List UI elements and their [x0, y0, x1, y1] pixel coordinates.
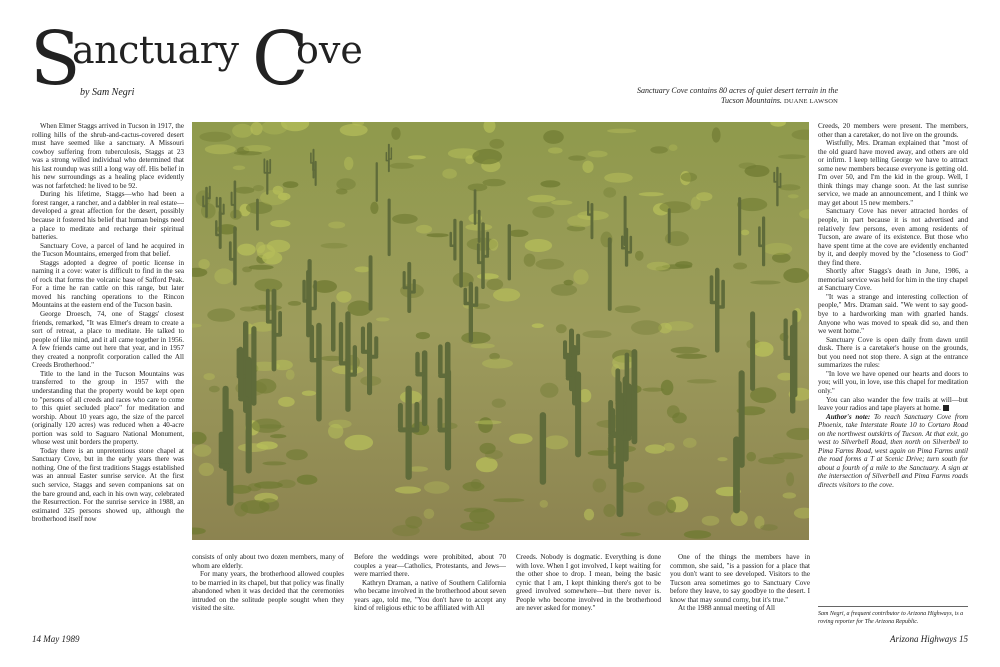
shrub [302, 391, 316, 396]
shrub [235, 187, 255, 194]
shrub [254, 379, 277, 394]
shrub [198, 259, 209, 269]
shrub [283, 181, 299, 188]
shrub [240, 307, 257, 312]
shrub [348, 301, 372, 316]
shrub [783, 268, 808, 283]
shrub [645, 444, 665, 453]
author-bio: Sam Negri, a frequent contributor to Arizona Highways, is a roving reporter for The Arizona Republic. [818, 606, 968, 626]
shrub [746, 452, 756, 462]
author-note-text: To reach Sanctuary Cove from Phoenix, take Interstate Route 10 to Cortaro Road on the northwest outskirts of Tucson. At that exit, go west to Silverbell Road, then north on Silverbell to Pima Farms Road, west again on Pima Farms until the road forms a T at Scenic Drive; turn south for about a fourth of a mile to the Sanctuary. A sign at the intersection of Silverbell and Pima Farms roads directs visitors to the cove. [818, 412, 968, 489]
shrub [524, 254, 536, 267]
shrub [482, 359, 513, 369]
saguaro [256, 199, 259, 231]
saguaro [733, 436, 740, 513]
saguaro [668, 208, 671, 243]
shrub [461, 332, 490, 344]
shrub [593, 479, 607, 493]
saguaro [331, 302, 336, 352]
paragraph: George Droesch, 74, one of Staggs' closest friends, remarked, "It was Elmer's dream to create a sort of retreat, a place to meditate. He talked to people of like mind, and it all came together in 1956. A few friends came out here that year, and in 1957 they created a nonprofit corporation called the All Creeds Brotherhood." [32, 310, 184, 370]
shrub [573, 269, 588, 284]
shrub [615, 305, 641, 313]
shrub [493, 288, 520, 301]
shrub [390, 163, 414, 169]
shrub [408, 155, 426, 159]
shrub [370, 202, 378, 214]
shrub [391, 127, 400, 140]
shrub [659, 201, 690, 213]
saguaro [608, 237, 612, 311]
shrub [204, 373, 215, 380]
shrub [214, 268, 233, 284]
shrub [620, 532, 641, 536]
shrub [509, 434, 533, 444]
shrub [509, 230, 529, 237]
shrub [551, 284, 577, 296]
saguaro [251, 326, 256, 406]
shrub [486, 279, 503, 290]
shrub [376, 317, 390, 321]
shrub [737, 198, 767, 211]
shrub [252, 419, 282, 433]
shrub [270, 220, 290, 227]
photo-illustration [192, 122, 809, 540]
shrub [536, 259, 565, 270]
shrub [666, 500, 676, 514]
shrub [745, 165, 770, 177]
shrub [548, 147, 563, 153]
shrub [603, 187, 616, 197]
shrub [671, 347, 700, 354]
shrub [661, 380, 674, 396]
shrub [582, 161, 593, 173]
shrub [478, 417, 493, 433]
article-column-bottom-4 [670, 553, 810, 623]
shrub [424, 509, 435, 519]
paragraph: At the 1988 annual meeting of All [678, 604, 775, 613]
shrub [205, 144, 236, 154]
shrub [786, 472, 794, 486]
shrub [262, 461, 286, 465]
article-column-left [32, 122, 184, 524]
shrub [648, 501, 667, 515]
shrub [731, 511, 748, 526]
title-word-2: ove [296, 28, 363, 72]
end-mark-icon [943, 405, 949, 411]
shrub [355, 266, 371, 272]
author-note-label: Author's note: [826, 412, 871, 421]
saguaro [478, 210, 481, 243]
shrub [416, 225, 432, 234]
saguaro [575, 371, 581, 457]
shrub [483, 179, 506, 186]
shrub [556, 324, 567, 333]
shrub [543, 435, 568, 449]
shrub [639, 192, 664, 196]
shrub [321, 243, 348, 249]
shrub [297, 475, 318, 485]
folio-right: Arizona Highways 15 [889, 634, 968, 644]
shrub [256, 441, 277, 449]
shrub [199, 132, 231, 142]
shrub [207, 308, 235, 321]
shrub [717, 457, 727, 461]
shrub [345, 435, 374, 451]
shrub [623, 482, 645, 493]
author-note [818, 413, 968, 490]
shrub [480, 443, 496, 454]
shrub [681, 173, 697, 182]
shrub [237, 244, 255, 256]
shrub [234, 151, 262, 155]
shrub [712, 127, 721, 142]
paragraph: Shortly after Staggs's death in June, 1986, a memorial service was held for him in the tiny chapel at Sanctuary Cove. [818, 267, 968, 293]
shrub [568, 155, 586, 160]
shrub [254, 481, 283, 488]
paragraph: Creeds, 20 members were present. The members, other than a caretaker, do not live on the grounds. [818, 122, 968, 139]
shrub [778, 154, 806, 159]
shrub [758, 457, 785, 464]
paragraph: "In love we have opened our hearts and doors to you; will you, in love, use this chapel for meditation only." [818, 369, 968, 395]
shrub [779, 184, 801, 190]
shrub [250, 122, 262, 135]
shrub [687, 379, 717, 383]
paragraph: One of the things the members have in common, she said, "is a passion for a place that you don't want to see developed. Visitors to the Tucson area sometimes go to Sanctuary Cove before they leave, to say goodbye to the desert. I know that may sound corny, but it's true." [670, 553, 810, 604]
paragraph: Today there is an unpretentious stone chapel at Sanctuary Cove, but in the early years there was nothing. One of the first traditions Staggs established was an annual Easter sunrise service. At the first such service, Staggs and seven companions sat on the bare ground and, each in his own way, celebrated the Resurrection. For the sunrise service in 1988, an estimated 325 persons showed up, although the brotherhood itself now [32, 446, 184, 524]
paragraph: consists of only about two dozen members, many of whom are elderly. [192, 553, 344, 570]
shrub [788, 194, 799, 198]
byline: by Sam Negri [80, 87, 135, 98]
shrub [763, 243, 792, 255]
shrub [612, 355, 634, 369]
caption-text: Sanctuary Cove contains 80 acres of quiet desert terrain in the Tucson Mountains. [636, 86, 838, 105]
shrub [642, 388, 663, 392]
shrub [783, 492, 796, 498]
shrub [543, 130, 564, 144]
shrub [416, 332, 430, 339]
saguaro [376, 162, 378, 202]
paragraph: Sanctuary Cove, a parcel of land he acquired in the Tucson Mountains, emerged from that belief. [32, 241, 184, 259]
shrub [232, 124, 253, 138]
shrub [683, 438, 697, 448]
shrub [540, 383, 558, 398]
shrub [395, 486, 421, 493]
saguaro [508, 224, 511, 280]
shrub [582, 330, 611, 338]
shrub [650, 146, 668, 153]
shrub [564, 280, 574, 286]
shrub [442, 169, 457, 179]
shrub [684, 530, 711, 538]
shrub [253, 185, 264, 191]
shrub [278, 397, 295, 407]
shrub [635, 251, 644, 261]
shrub [667, 405, 680, 418]
shrub [336, 178, 355, 190]
shrub [209, 386, 220, 393]
paragraph-text: You can also wander the few trails at will—but leave your radios and tape players at home. [818, 395, 968, 413]
shrub [750, 281, 780, 285]
shrub [476, 457, 498, 472]
shrub [477, 273, 499, 279]
shrub [604, 173, 633, 183]
shrub [733, 263, 747, 270]
saguaro [540, 412, 546, 485]
article-column-bottom-3 [516, 553, 661, 623]
shrub [691, 197, 701, 210]
photo-credit: DUANE LAWSON [783, 98, 838, 105]
shrub [527, 195, 555, 203]
shrub [540, 180, 560, 187]
shrub [468, 184, 488, 192]
paragraph [818, 396, 968, 413]
paragraph: Sanctuary Cove has never attracted hordes of people, in part because it is not advertised and relatively few persons, even among residents of Tucson, are aware of its existence. But those who have spent time at the cove are evidently enchanted by it, and deeply moved by the "closeness to God" they find there. [818, 207, 968, 267]
shrub [270, 434, 286, 438]
paragraph: Sanctuary Cove is open daily from dawn until dusk. There is a caretaker's house on the grounds, but you need not stop there. A sign at the entrance summarizes the rules: [818, 335, 968, 370]
paragraph: Kathryn Draman, a native of Southern California who became involved in the brotherhood about seven years ago, told me, "You don't have to accept any kind of religious ethic to be affiliated with All [354, 578, 506, 613]
shrub [664, 443, 675, 452]
paragraph: "It was a strange and interesting collection of people," Mrs. Draman said. "We went to say good-bye to a hardworking man with gnarled hands. Anyone who was moved to speak did so, and then we went home." [818, 292, 968, 336]
saguaro [459, 221, 463, 288]
article-column-right [818, 122, 968, 490]
shrub [665, 321, 694, 331]
shrub [424, 481, 449, 493]
paragraph: Creeds. Nobody is dogmatic. Everything is done with love. When I got involved, I kept waiting for the other shoe to drop. I mean, being the basic cynic that I am, I kept thinking there's got to be greed involved somewhere—but there never is. People who become involved in the brotherhood are never asked for money." [516, 553, 661, 613]
shrub [489, 239, 499, 251]
shrub [286, 449, 308, 460]
shrub [475, 420, 502, 424]
shrub [243, 145, 271, 152]
shrub [603, 504, 615, 517]
article-column-bottom-2 [354, 553, 506, 623]
shrub [340, 124, 368, 136]
shrub [336, 291, 351, 303]
shrub [286, 370, 295, 380]
shrub [676, 354, 707, 359]
saguaro [474, 189, 477, 225]
shrub [471, 343, 495, 348]
folio-left: 14 May 1989 [32, 634, 80, 644]
shrub [328, 222, 345, 229]
paragraph: Title to the land in the Tucson Mountains was transferred to the group in 1957 with the understanding that the property would be kept open to "persons of all creeds and races who care to come to this quiet secluded place" for meditation and worship. About 10 years ago, the size of the parcel (originally 120 acres) was reduced when a 40-acre portion was sold to Saguaro National Monument, whose west unit borders the property. [32, 369, 184, 447]
shrub [405, 516, 422, 528]
saguaro-hillside-photo [192, 122, 809, 540]
saguaro [388, 199, 391, 257]
article-column-bottom-1 [192, 553, 344, 623]
shrub [532, 323, 544, 328]
shrub [329, 420, 352, 429]
paragraph: Wistfully, Mrs. Draman explained that "most of the old guard have moved away, and others are old or infirm. I keep telling George we have to attract some new members because everyone is getting old. I'm over 50, and I'm the kid in the group. Well, I think things may change soon. At the last sunrise service, we made an announcement, and I think we may get about 15 new members." [818, 139, 968, 207]
title-initial-s: S [30, 16, 81, 102]
shrub [267, 240, 290, 253]
shrub [631, 320, 662, 335]
paragraph: During his lifetime, Staggs—who had been a forest ranger, a rancher, and a dabbler in real estate—developed a great affection for the desert, possibly because it fostered his belief that human beings need a place to meditate and recharge their spiritual batteries. [32, 190, 184, 242]
paragraph: For many years, the brotherhood allowed couples to be married in its chapel, but that policy was finally abandoned when it was decided that the ceremonies intruded on the solitude people sought when they visited the site. [192, 570, 344, 613]
shrub [249, 265, 274, 270]
shrub [233, 166, 245, 171]
shrub [532, 206, 554, 218]
shrub [540, 500, 548, 508]
title-word-1: anctuary [72, 28, 239, 72]
shrub [288, 301, 301, 306]
paragraph: Staggs adopted a degree of poetic license in naming it a cove: water is difficult to find in the sea of rock that forms the volcanic base of Safford Peak. For a time he ran cattle on this range, but later moved his ranching operations to the Rincon Mountains at the eastern end of the Tucson basin. [32, 258, 184, 310]
shrub [647, 262, 670, 271]
shrub [492, 399, 506, 408]
shrub [669, 144, 678, 151]
shrub [256, 242, 266, 253]
shrub [741, 230, 750, 236]
shrub [493, 498, 524, 502]
shrub [464, 508, 488, 513]
shrub [427, 233, 449, 237]
shrub [489, 139, 504, 149]
shrub [199, 463, 214, 476]
shrub [472, 149, 502, 164]
shrub [193, 444, 211, 456]
saguaro [750, 311, 755, 391]
photo-caption [628, 86, 838, 107]
shrub [588, 151, 608, 158]
shrub [760, 524, 778, 530]
shrub [551, 200, 572, 205]
shrub [752, 342, 773, 357]
paragraph: Before the weddings were prohibited, about 70 couples a year—Catholics, Protestants, and Jews—were married there. [354, 553, 506, 579]
shrub [702, 516, 720, 526]
shrub [344, 157, 353, 170]
shrub [273, 186, 284, 195]
title-initial-c: C [252, 16, 309, 102]
shrub [392, 214, 418, 224]
saguaro [738, 197, 741, 256]
shrub [258, 305, 266, 309]
shrub [607, 129, 636, 134]
shrub [471, 479, 482, 489]
shrub [584, 509, 594, 521]
shrub [525, 239, 552, 252]
saguaro [369, 255, 373, 310]
paragraph: When Elmer Staggs arrived in Tucson in 1917, the rolling hills of the shrub-and-cactus-covered desert must have seemed like a sanctuary. A Missouri cowboy suffering from tuberculosis, Staggs at 23 was a strong willed individual who determined that his last roundup was still a long way off. His belief in his new surroundings as a healing place evidently was not farfetched: he lived to be 92. [32, 122, 184, 190]
shrub [259, 498, 279, 511]
